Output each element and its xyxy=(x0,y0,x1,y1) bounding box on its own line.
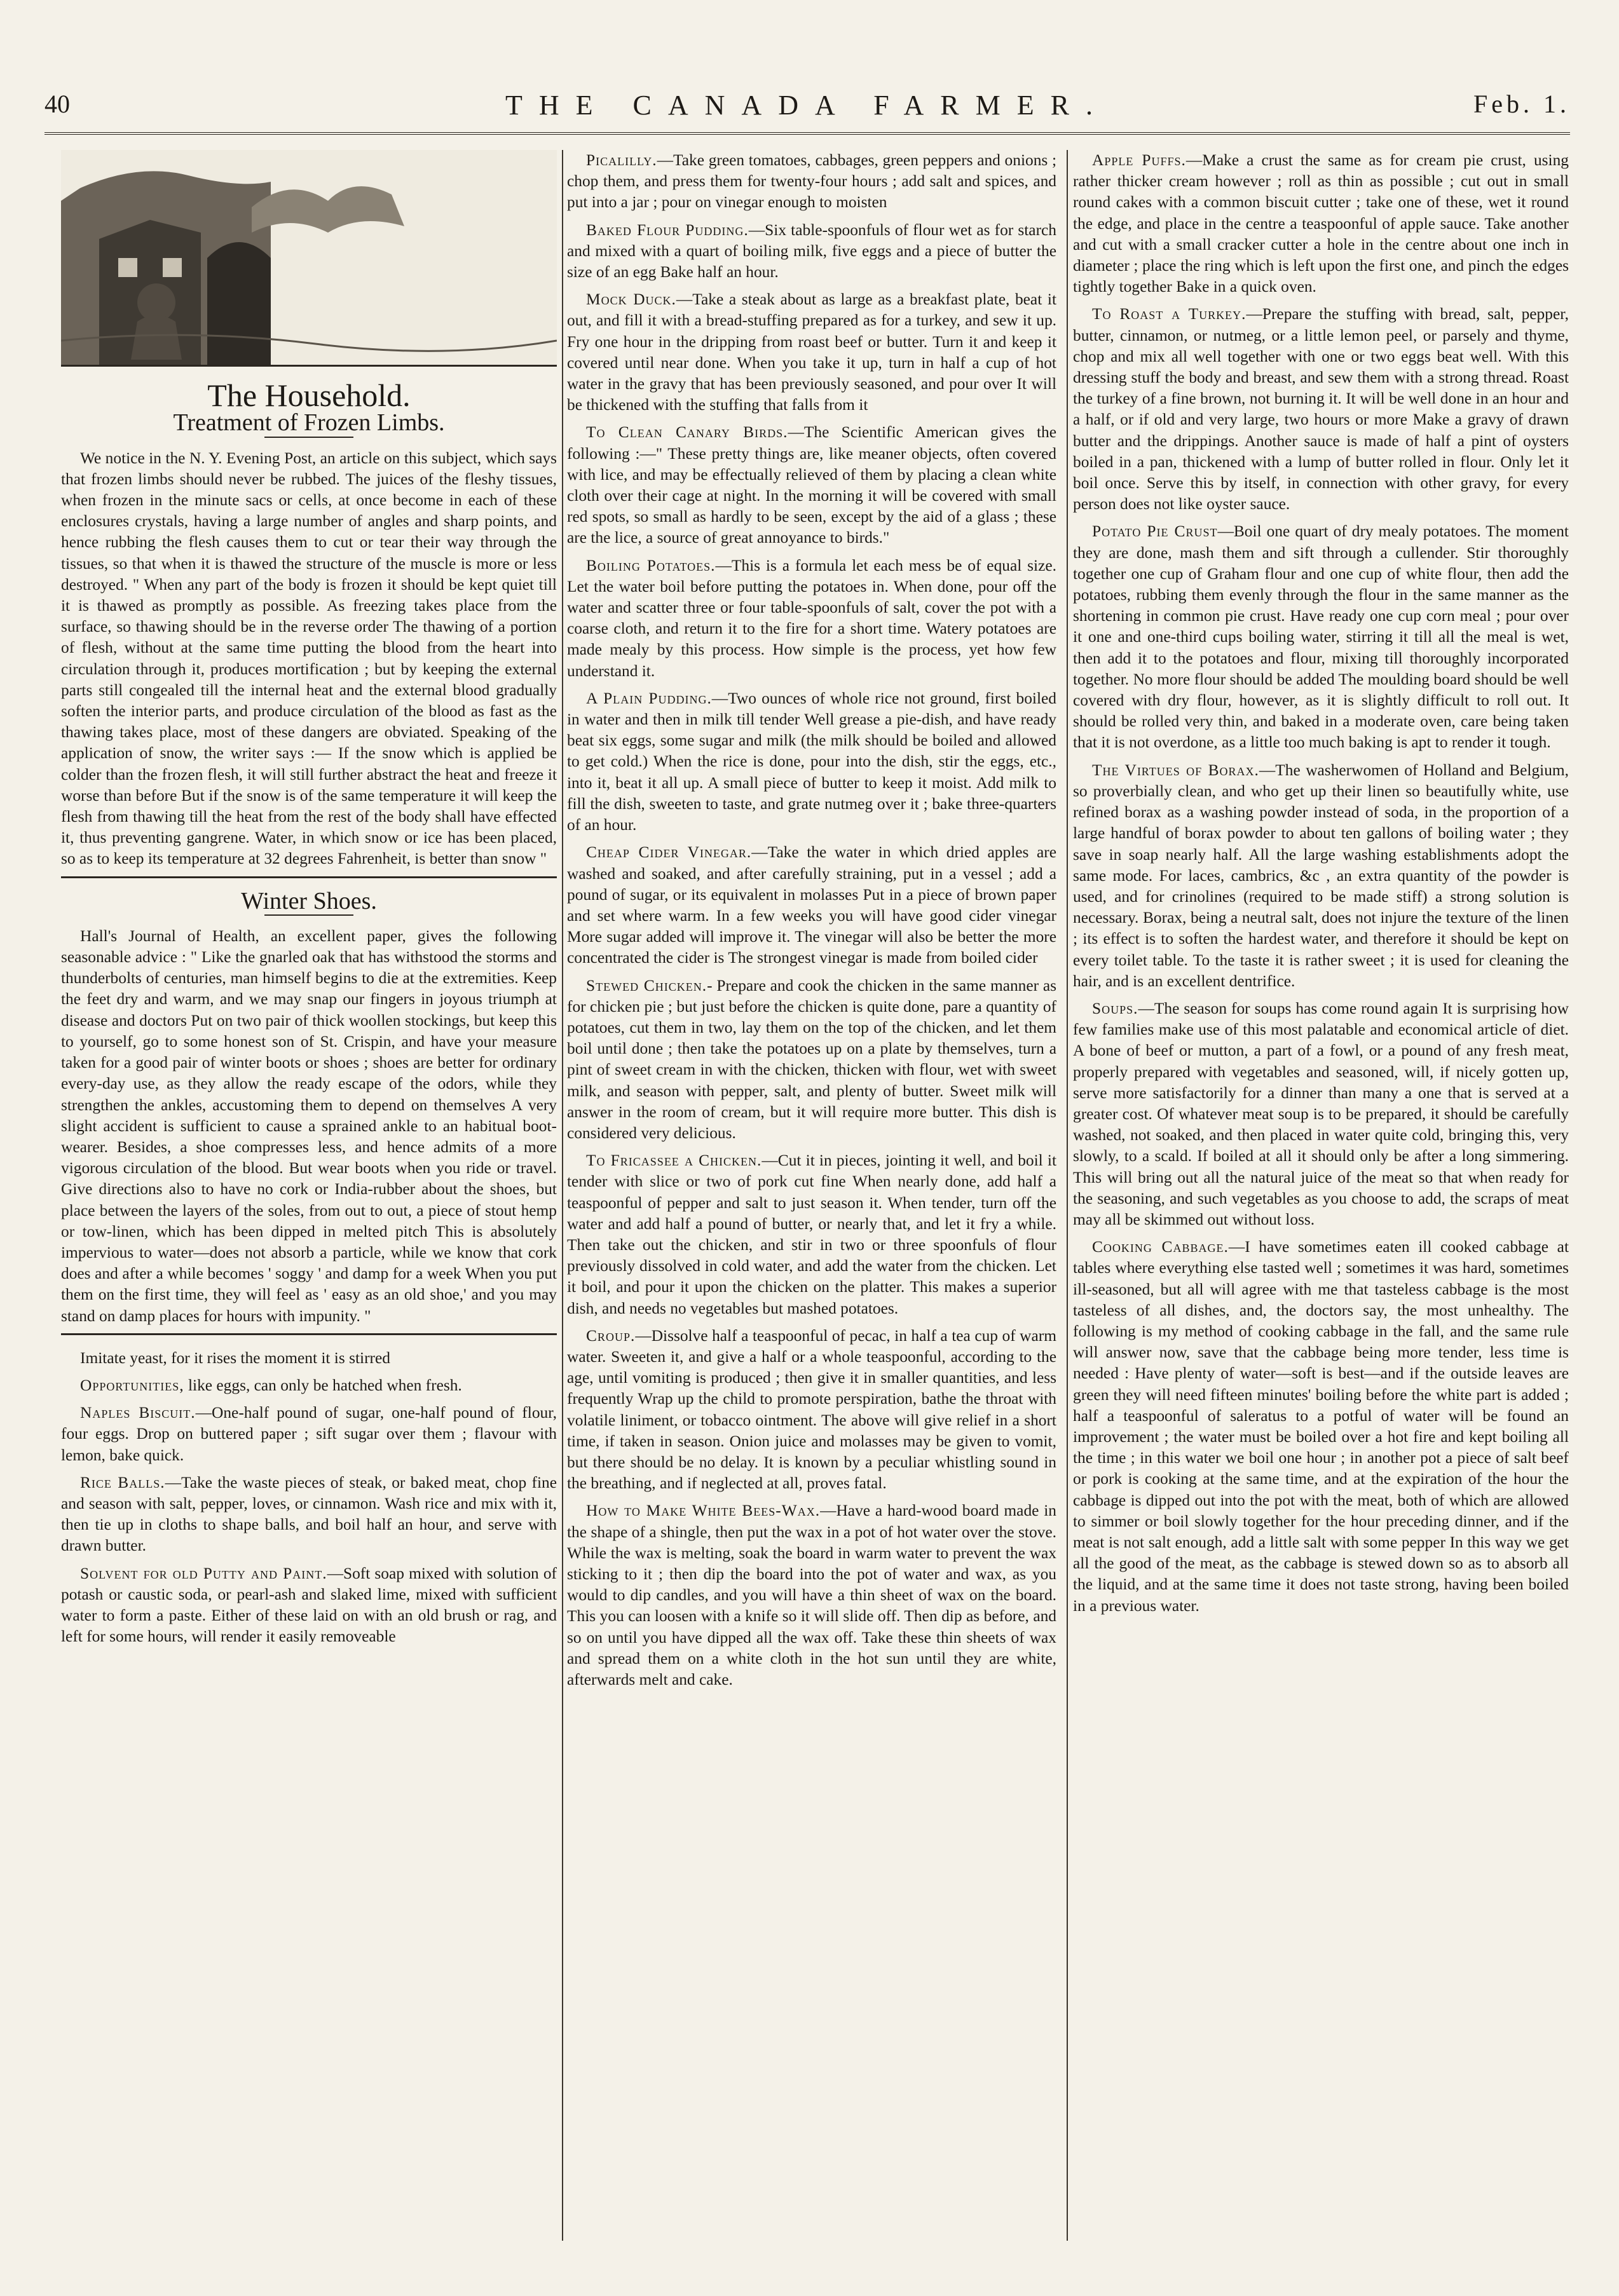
recipe-mock-duck xyxy=(567,289,1056,416)
header-rule xyxy=(44,132,1570,135)
recipe-text: —Cut it in pieces, jointing it well, and boil it tender with slice or two of pork cut fine When nearly done, add half a teaspoonful of pepper and salt to just season it. When tender, turn off the water and add half a pound of butter, or nearly that, and let it fry a while. Then take out the chicken, and stir in two or three spoonfuls of flour previously dissolved in cold water, and add the water from the chicken. Let it boil, and pour it upon the chicken on the platter. This makes a superior dish, and needs no vegetables but mashed potatoes. xyxy=(567,1151,1056,1317)
recipe-text: —This is a formula let each mess be of equal size. Let the water boil before putting the potatoes in. When done, pour off the water and scatter three or four table-spoonfuls of salt, cover the pot with a coarse cloth, and return it to the fire for a short time. Watery potatoes are made mealy by this process. How simple is the process, yet how few understand it. xyxy=(567,556,1056,680)
masthead-title: THE CANADA FARMER. xyxy=(505,90,1109,121)
article-title-frozen-limbs: Treatment of Frozen Limbs. xyxy=(173,409,445,437)
recipe-text: - Prepare and cook the chicken in the same manner as for chicken pie ; but just before the chicken is quite done, pare a quantity of potatoes, cut them in two, lay them on the top of the chicken, and let them boil until done ; then take the potatoes up on a plate by themselves, turn a pint of sweet cream in with the chicken, thicken with flour, wet with sweet milk, and season with pepper, salt, and plenty of butter. Sweet milk will answer in the room of cream, but it will require more butter. This dish is considered very delicious. xyxy=(567,976,1056,1142)
item-lead: Opportunities, xyxy=(80,1376,184,1394)
recipe-text: —Prepare the stuffing with bread, salt, pepper, butter, cinnamon, or nutmeg, or a little lemon peel, or parsely and thyme, chop and mix all well together with one or two eggs beat well. With this dressing stuff the body and breast, and sew them with a strong thread. Roast the turkey of a fine brown, not burning it. It will be well done in an hour and a half, or if old and very large, two hours or more Make a gravy of drawn butter and the drippings. Another sauce is made of half a pint of oysters boiled in a pan, thickened with a lump of butter rolled in flour. Only let it boil once. Serve this by itself, in connection with other gravy, for every person does not like oyster sauce. xyxy=(1073,305,1569,513)
recipe-text: —Take green tomatoes, cabbages, green peppers and onions ; chop them, and press them for twenty-four hours ; add salt and spices, and put into a jar ; pour on vinegar enough to moisten xyxy=(567,151,1056,212)
recipe-lead: How to Make White Bees-Wax. xyxy=(586,1502,821,1520)
recipe-lead: Solvent for old Putty and Paint. xyxy=(80,1564,327,1582)
article-frozen-limbs: We notice in the N. Y. Evening Post, an article on this subject, which says that frozen limbs should never be rubbed. The juices of the fleshy tissues, when frozen in the minute sacs or cells, at once become in each of these enclosures crystals, having a large number of angles and sharp points, and hence rubbing the flesh causes them to cut or tear their way through the tissues, so that when it is thawed the structure of the muscle is more or less destroyed. " When any part of the body is frozen it should be kept quiet till it is thawed as promptly as possible. As freezing takes place from the surface, so thawing should be in the reverse order The thawing of a portion of flesh, without at the same time putting the blood from the heart into circulation through it, produces mortification ; but by keeping the external parts still congealed till the internal heat and the external blood gradually soften the interior parts, and produce circulation of the blood as fast as the thawing takes place, most of these dangers are obviated. Speaking of the application of snow, the writer says :— If the snow which is applied be colder than the frozen flesh, it will still further abstract the heat and freeze it worse than before But if the snow is of the same temperature it will keep the flesh from thawing till the heat from the rest of the body shall have effected it, thus preventing gangrene. Water, in which snow or ice has been placed, so as to keep its temperature at 32 degrees Fahrenheit, is better than snow " xyxy=(61,449,557,868)
recipe-lead: Cheap Cider Vinegar. xyxy=(586,843,752,862)
recipe-text: —The Scientific American gives the following :—" These pretty things are, like meaner objects, often covered with lice, and may be effectually relieved of them by placing a clean white cloth over their cage at night. In the morning it will be covered with small red spots, so small as hardly to be seen, except by the aid of a glass ; these are the lice, a source of great annoyance to birds." xyxy=(567,423,1056,547)
recipe-text: —Boil one quart of dry mealy potatoes. The moment they are done, mash them and sift through a cullender. Stir thoroughly together one cup of Graham flour and one cup of white flour, then add the potatoes, rubbing them evenly through the flour in the same manner as the shortening in common pie crust. Have ready one cup corn meal ; pour over it one and one-third cups boiling water, stirring it till all the meal is wet, then add it to the potatoes and flour, mixing till thoroughly incorporated together. No more flour should be added The moulding board should be well covered with dry flour, however, as it is slightly difficult to roll out. It should be rolled very thin, and baked in a moderate oven, care being taken that it is not overdone, as a little too much baking is apt to render it tough. xyxy=(1073,522,1569,752)
recipe-lead: Croup. xyxy=(586,1326,636,1345)
page-number: 40 xyxy=(44,90,70,118)
recipe-boiling-potatoes xyxy=(567,555,1056,682)
recipe-lead: Mock Duck. xyxy=(586,290,676,309)
recipe-naples-biscuit xyxy=(61,1403,557,1466)
recipe-text: —Six table-spoonfuls of flour wet as for starch and mixed with a quart of boiling milk, five eggs and a piece of butter the size of an egg Bake half an hour. xyxy=(567,221,1056,282)
recipe-lead: Picalilly. xyxy=(586,151,657,169)
recipe-lead: Potato Pie Crust xyxy=(1092,522,1218,541)
recipe-text: —Have a hard-wood board made in the shape of a shingle, then put the wax in a pot of hot water over the stove. While the wax is melting, soak the board in warm water to prevent the wax sticking to it ; then dip the board into the pot of water and wax, as you would to dip candles, and you will have a thin sheet of wax on the board. This you can loosen with a knife so it will slide off. Then dip as before, and so on until you have dipped all the wax off. Take these thin sheets of wax and spread them on a white cloth in the hot sun until they are white, afterwards melt and cake. xyxy=(567,1502,1056,1689)
recipe-lead: Stewed Chicken. xyxy=(586,976,707,995)
column-1 xyxy=(61,150,557,1654)
recipe-lead: Baked Flour Pudding. xyxy=(586,221,749,239)
recipe-flour-pudding xyxy=(567,220,1056,283)
recipe-text: —Soft soap mixed with solution of potash or caustic soda, or pearl-ash and slaked lime, mixed with sufficient water to form a paste. Either of these laid on with an old brush or rag, and left for some hours, will render it easily removeable xyxy=(61,1564,557,1646)
item-virtues-of-borax xyxy=(1073,760,1569,992)
recipe-lead: Apple Puffs. xyxy=(1092,151,1186,169)
item-text: like eggs, can only be hatched when fresh. xyxy=(188,1376,462,1394)
recipe-text: —Two ounces of whole rice not ground, first boiled in water and then in milk till tender Well grease a pie-dish, and have ready beat six eggs, some sugar and milk (the milk should be boiled and allowed to get cold.) When the rice is done, pour into the dish, stir the eggs, etc., into it, beat it all up. A small piece of butter to keep it moist. Add milk to fill the dish, sweeten to taste, and grate nutmeg over it ; bake three-quarters of an hour. xyxy=(567,689,1056,834)
household-engraving xyxy=(61,150,557,367)
recipe-lead: To Clean Canary Birds. xyxy=(586,423,788,442)
recipe-potato-pie-crust xyxy=(1073,521,1569,753)
recipe-lead: Rice Balls. xyxy=(80,1473,165,1491)
recipe-lead: Soups. xyxy=(1092,999,1138,1017)
recipe-picalilly xyxy=(567,150,1056,214)
running-head xyxy=(44,89,1570,127)
recipe-stewed-chicken xyxy=(567,975,1056,1145)
column-rule xyxy=(1067,150,1068,2241)
item-canary-birds xyxy=(567,422,1056,548)
recipe-plain-pudding xyxy=(567,688,1056,836)
recipe-text: —The season for soups has come round again It is surprising how few families make use of this most palatable and economical article of diet. A bone of beef or mutton, a part of a fowl, or a pound of any fresh meat, properly prepared with vegetables and seasoned, will, if nicely gotten up, serve more satisfactorily for a dinner than many a one that is served at a greater cost. Of whatever meat soup is to be prepared, it should be carefully washed, not soaked, and then placed in water quite cold, bringing this, very slowly, to a scald. If boiled at all it should only be after a long simmering. This will bring out all the natural juice of the meat so that when ready for the seasoning, and such vegetables as you choose to add, the scraps of meat may all be skimmed out without loss. xyxy=(1073,999,1569,1228)
title-rule xyxy=(264,437,353,438)
recipe-text: —Take the water in which dried apples are washed and soaked, and after carefully straining, put in a vessel ; add a pound of sugar, or its equivalent in molasses Put in a piece of brown paper and set where warm. In a few weeks you will have good cider vinegar More sugar added will improve it. The vinegar will also be better the more concentrated the cider is The strongest vinegar is made from boiled cider xyxy=(567,843,1056,967)
item-opportunities xyxy=(61,1375,557,1396)
item-soups xyxy=(1073,998,1569,1230)
column-rule xyxy=(562,150,563,2241)
section-title: The Household. xyxy=(207,377,411,414)
column-3 xyxy=(1073,150,1569,1623)
issue-date: Feb. 1. xyxy=(1473,90,1570,118)
recipe-lead: Boiling Potatoes. xyxy=(586,556,716,574)
recipe-text: —Make a crust the same as for cream pie crust, using rather thicker cream however ; roll as thin as possible ; cut out in small round cakes with a common biscuit cutter ; take one of these, wet it round the edge, and place in the centre a teaspoonful of apple sauce. Take another and cut with a small cracker cutter a hole in the centre about one inch in diameter ; place the ring which is left upon the first one, and pinch the edges tightly together Bake in a quick oven. xyxy=(1073,151,1569,296)
recipe-cider-vinegar xyxy=(567,842,1056,968)
recipe-lead: Naples Biscuit. xyxy=(80,1404,196,1422)
recipe-text: —Dissolve half a teaspoonful of pecac, in half a tea cup of warm water. Sweeten it, and give a half or a whole teaspoonful, according to the age, until vomiting is produced ; then give it in smaller quantities, and less frequently Wrap up the child to promote perspiration, bathe the throat with volatile liniment, or tobacco ointment. The above will give relief in a short time, if taken in season. Onion juice and molasses may be given to vomit, but there should be no delay. It is known by a peculiar whistling sound in the breathing, and if neglected at all, proves fatal. xyxy=(567,1326,1056,1493)
recipe-text: —I have sometimes eaten ill cooked cabbage at tables where everything else tasted well ; sometimes it was hard, sometimes ill-seasoned, but all will agree with me that tasteless cabbage is the most tasteless of all dishes, and, the doctors say, the most unhealthy. The following is my method of cooking cabbage in the fall, and the same rule will answer now, save that the cabbage being more tender, less time is needed : Have plenty of water—soft is best—and if the outside leaves are green they will need fifteen minutes' boiling before the white part is added ; half a teaspoonful of saleratus to a potful of water will be found an improvement ; the water must be boiled over a hot fire and kept boiling all the time ; in this water we boil one hour ; in another pot a piece of salt beef or pork is cooking at the same time, and at the expiration of the hour the cabbage is dipped out into the pot with the meat, both of which are allowed to simmer or boil slowly together for the hour preceding dinner, and if the meat is not salt enough, add a little salt with some pepper In this way we get all the good of the meat, as the cabbage is stewed down so as to absorb all the liquid, and at the same time it does not taste strong, having been boiled in a previous water. xyxy=(1073,1238,1569,1615)
recipe-lead: To Fricassee a Chicken. xyxy=(586,1151,762,1170)
column-2 xyxy=(567,150,1056,1697)
recipe-rice-balls xyxy=(61,1472,557,1557)
recipe-fricassee-chicken xyxy=(567,1150,1056,1319)
item-bees-wax xyxy=(567,1500,1056,1690)
recipe-lead: A Plain Pudding. xyxy=(586,689,712,707)
recipe-text: —Take the waste pieces of steak, or baked meat, chop fine and season with salt, pepper, loves, or cinnamon. Wash rice and mix with it, then tie up in cloths to shape balls, and boil half an hour, and serve with drawn butter. xyxy=(61,1473,557,1555)
article-divider xyxy=(61,876,557,878)
item-cooking-cabbage xyxy=(1073,1237,1569,1617)
title-rule xyxy=(264,914,353,916)
article-divider xyxy=(61,1333,557,1335)
recipe-lead: To Roast a Turkey. xyxy=(1092,305,1247,323)
recipe-text: —The washerwomen of Holland and Belgium, so proverbially clean, and who get up their linen so beautifully white, use refined borax as a washing powder instead of soda, in the proportion of a large handful of borax powder to about ten gallons of boiling water ; they save in soap nearly half. All the large washing establishments adopt the same mode. For laces, cambrics, &c , an extra quantity of the powder is used, and for crinolines (required to be made stiff) a strong solution is necessary. Borax, being a neutral salt, does not injure the texture of the linen ; its effect is to soften the hardest water, and therefore it should be kept on every toilet table. To the taste it is rather sweet ; it is used for cleaning the hair, and is an excellent dentrifice. xyxy=(1073,761,1569,990)
item-croup xyxy=(567,1326,1056,1495)
article-winter-shoes: Hall's Journal of Health, an excellent paper, gives the following seasonable advice : " Like the gnarled oak that has withstood the storms and thunderbolts of centuries, man himself begins to die at the extremities. Keep the feet dry and warm, and we may snap our fingers in joyous triumph at disease and doctors Put on two pair of thick woollen stockings, but keep this to yourself, go to some honest son of St. Crispin, and have your measure taken for a good pair of winter boots or shoes ; shoes are better for ordinary every-day use, as they allow the ready escape of the odors, while they strengthen the ankles, accustoming them to depend on themselves A very slight accident is sufficient to cause a sprained ankle to an habitual boot-wearer. Besides, a shoe compresses less, and hence admits of a more vigorous circulation of the blood. But wear boots when you ride or travel. Give directions also to have no cork or India-rubber about the shoes, but place between the layers of the soles, from out to out, a piece of stout hemp or tow-linen, which has been dipped in melted pitch This is absolutely impervious to water—does not absorb a particle, while we know that cork does and after a while becomes ' soggy ' and damp for a week When you put them on the first time, they will feel as ' easy as an old shoe,' and you may stand on damp places for hours with impunity. " xyxy=(61,927,557,1325)
recipe-roast-turkey xyxy=(1073,304,1569,515)
recipe-lead: The Virtues of Borax. xyxy=(1092,761,1259,779)
item-imitate-yeast: Imitate yeast, for it rises the moment it is stirred xyxy=(80,1348,390,1367)
recipe-solvent xyxy=(61,1563,557,1648)
article-title-winter-shoes: Winter Shoes. xyxy=(241,887,377,914)
recipe-text: —Take a steak about as large as a breakfast plate, beat it out, and fill it with a bread-stuffing prepared as for a turkey, and sew it up. Fry one hour in the dripping from roast beef or butter. Turn it and keep it covered until near done. When you take it up, turn in half a cup of hot water in the gravy that has been previously seasoned, and pour over It will be thickened with the stuffing that falls from it xyxy=(567,290,1056,414)
recipe-text: —One-half pound of sugar, one-half pound of flour, four eggs. Drop on buttered paper ; sift sugar over them ; flavour with lemon, bake quick. xyxy=(61,1404,557,1464)
recipe-apple-puffs xyxy=(1073,150,1569,297)
recipe-lead: Cooking Cabbage. xyxy=(1092,1238,1229,1256)
